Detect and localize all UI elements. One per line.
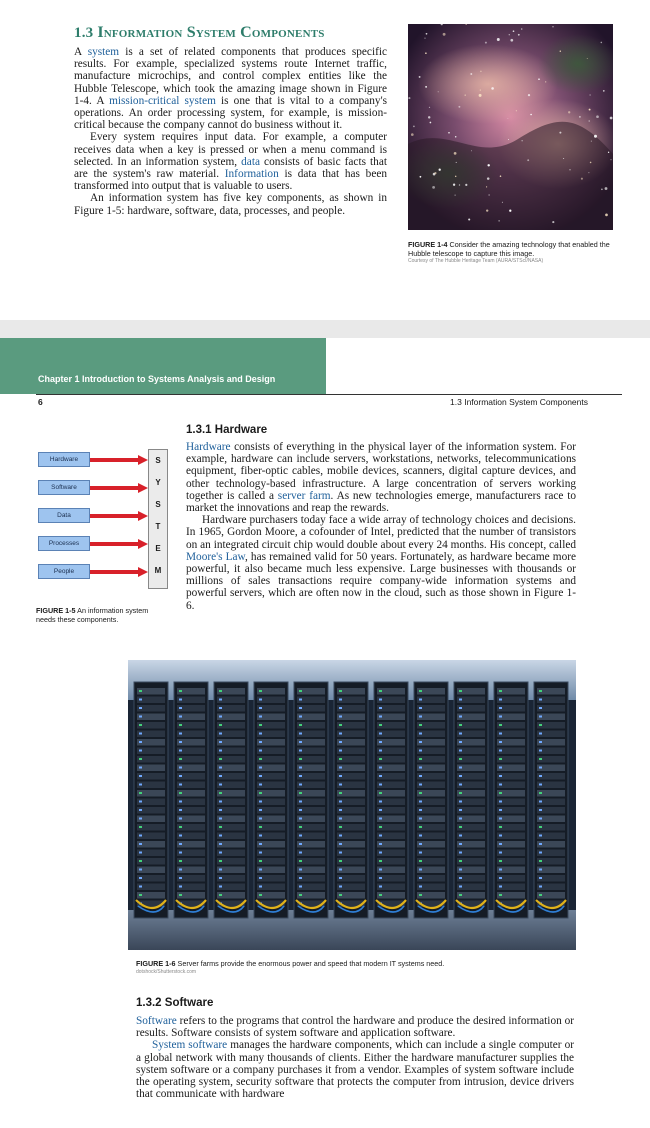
chapter-header-band xyxy=(0,338,326,394)
arrow-right-icon xyxy=(90,539,150,549)
key-term: Information xyxy=(224,168,279,181)
key-term: Software xyxy=(136,1015,177,1027)
system-column xyxy=(148,449,168,589)
star xyxy=(485,42,487,44)
star xyxy=(508,139,509,140)
star xyxy=(538,78,540,80)
star xyxy=(589,109,591,111)
star xyxy=(590,162,592,164)
arrow-right-icon xyxy=(90,483,150,493)
star xyxy=(471,150,472,151)
star xyxy=(589,94,590,95)
star xyxy=(426,33,428,35)
star xyxy=(569,169,570,170)
star xyxy=(510,39,513,42)
star xyxy=(425,52,427,54)
star xyxy=(429,107,430,108)
star xyxy=(468,218,470,220)
component-box-processes: Processes xyxy=(38,536,90,551)
star xyxy=(439,169,441,171)
star xyxy=(502,202,503,203)
star xyxy=(454,152,457,155)
star xyxy=(458,106,460,108)
star xyxy=(498,220,499,221)
star xyxy=(470,73,472,75)
figure-1-5-label: FIGURE 1-5 xyxy=(36,606,76,615)
star xyxy=(459,184,460,185)
star xyxy=(522,140,523,141)
section-1-3-2-heading: 1.3.2 Software xyxy=(136,997,214,1009)
star xyxy=(581,178,583,180)
star xyxy=(486,209,488,211)
arrow-right-icon xyxy=(90,455,150,465)
body-paragraph xyxy=(74,192,387,216)
star xyxy=(587,58,588,59)
star xyxy=(487,164,489,166)
star xyxy=(455,195,456,196)
star xyxy=(456,162,457,163)
key-term: system xyxy=(87,46,120,58)
key-term: server farm xyxy=(277,489,331,502)
body-paragraph xyxy=(186,514,576,612)
star xyxy=(610,117,613,120)
component-box-software: Software xyxy=(38,480,90,495)
star xyxy=(518,34,520,36)
body-text: , has remained valid for 50 years. Fortunately, as hardware became more powerful, it also became much less expensive. Large businesses with thousands or millions of sales transactions require company-wide information systems and powerful servers, which are often now in the cloud, such as those shown in Figure 1-6. xyxy=(186,550,576,612)
system-letter: S xyxy=(155,500,161,509)
body-text: is data that has been transformed into output that is valuable to users. xyxy=(74,168,387,193)
body-text: manages the hardware components, which can include a single computer or a global network with many thousands of clients. Either the hardware manufacturer supplies the system software or a company purchases it from a vendor. Examples of system software include the operating system, security software that protects the computer from intrusion, device drivers that communicate with hardware xyxy=(136,1039,574,1101)
server-rack xyxy=(454,682,488,918)
key-term: System software xyxy=(152,1039,228,1052)
star xyxy=(497,38,500,41)
star xyxy=(489,194,490,195)
hardware-section-body xyxy=(186,441,576,612)
star xyxy=(487,177,490,180)
body-paragraph xyxy=(136,1039,574,1100)
star xyxy=(579,116,581,118)
star xyxy=(530,114,532,116)
figure-1-4-label: FIGURE 1-4 xyxy=(408,240,448,249)
star xyxy=(408,97,410,99)
star xyxy=(465,94,466,95)
star xyxy=(411,133,414,136)
system-components-diagram xyxy=(36,449,168,589)
star xyxy=(430,122,432,124)
star xyxy=(545,81,546,82)
server-rack xyxy=(414,682,448,918)
star xyxy=(608,152,609,153)
star xyxy=(419,76,421,78)
star xyxy=(560,51,561,52)
key-term: Hardware xyxy=(186,441,231,453)
server-rack xyxy=(494,682,528,918)
body-text: Hardware purchasers today face a wide array of technology choices and decisions. In 1965, Gordon Moore, a cofounder of Intel, predicted that the number of transistors on an integrated circuit chip would double about every 24 months. His concept, called xyxy=(186,514,576,551)
server-rack xyxy=(534,682,568,918)
star xyxy=(420,176,422,178)
star xyxy=(552,26,553,27)
chapter-label: Chapter 1 Introduction to Systems Analysis and Design xyxy=(38,374,276,384)
figure-1-4-credit: Courtesy of The Hubble Heritage Team (AURA/STScI/NASA) xyxy=(408,258,544,264)
page-number: 6 xyxy=(38,397,43,407)
software-section-body xyxy=(136,1015,574,1100)
server-rack xyxy=(374,682,408,918)
star xyxy=(552,221,554,223)
hubble-nebula-graphic xyxy=(408,24,613,230)
star xyxy=(465,184,467,186)
star xyxy=(434,172,436,174)
body-text: refers to the programs that control the hardware and produce the desired information or results. Software consists of system software and application software. xyxy=(136,1015,574,1040)
star xyxy=(513,30,515,32)
star xyxy=(568,111,570,113)
star xyxy=(480,90,481,91)
body-paragraph xyxy=(74,131,387,192)
star xyxy=(509,34,510,35)
body-text: is one that is vital to a company's operations. An order processing system, for example, is mission-critical because the company cannot do business without it. xyxy=(74,94,387,132)
system-letter: T xyxy=(155,522,161,531)
star xyxy=(516,110,517,111)
page-separator xyxy=(0,320,650,338)
figure-1-6-caption-text: Server farms provide the enormous power and speed that modern IT systems need. xyxy=(177,959,445,968)
server-rack xyxy=(134,682,168,918)
star xyxy=(509,210,511,212)
system-letter: Y xyxy=(155,478,161,487)
body-paragraph xyxy=(136,1015,574,1039)
star xyxy=(425,86,427,88)
figure-1-5-caption-text: An information system needs these components. xyxy=(36,606,149,624)
body-text: A xyxy=(74,46,88,58)
component-box-people: People xyxy=(38,564,90,579)
star xyxy=(428,116,430,118)
server-farm-image xyxy=(128,660,576,950)
server-rack xyxy=(334,682,368,918)
system-letter: E xyxy=(155,544,161,553)
figure-1-5-caption xyxy=(36,606,162,624)
section-1-3-number: 1.3 xyxy=(74,25,94,41)
bottom-page xyxy=(0,338,650,1128)
star xyxy=(601,42,603,44)
star xyxy=(591,141,592,142)
star xyxy=(559,132,561,134)
figure-1-6-label: FIGURE 1-6 xyxy=(136,959,176,968)
star xyxy=(486,186,487,187)
arrow-right-icon xyxy=(90,567,150,577)
star xyxy=(603,90,605,92)
component-box-data: Data xyxy=(38,508,90,523)
star xyxy=(455,176,456,177)
figure-1-6-credit: dotshock/Shutterstock.com xyxy=(136,969,197,975)
figure-1-4-caption xyxy=(408,240,618,258)
arrow-right-icon xyxy=(90,511,150,521)
key-term: mission-critical system xyxy=(109,94,216,107)
key-term: Moore's Law xyxy=(186,550,245,563)
star xyxy=(563,158,564,159)
figure-1-6-caption xyxy=(136,959,444,968)
body-text: consists of everything in the physical layer of the information system. For example, hardware can include servers, workstations, networks, telecommunications equipment, fiber-optic cables, mobile devices, scanners, digital capture devices, and other technology-based infrastructure. A large concentration of servers working together is called a xyxy=(186,441,576,502)
star xyxy=(594,135,597,138)
star xyxy=(480,71,481,72)
star xyxy=(589,120,590,121)
body-text: consists of basic facts that are the system's raw material. xyxy=(74,155,387,181)
star xyxy=(605,214,608,217)
body-paragraph xyxy=(74,46,387,131)
star xyxy=(601,188,603,190)
star xyxy=(605,187,608,190)
figure-1-4-caption-text: Consider the amazing technology that enabled the Hubble telescope to capture this image. xyxy=(408,240,610,258)
section-1-3-body xyxy=(74,46,387,217)
server-rack xyxy=(174,682,208,918)
key-term: data xyxy=(241,155,260,168)
section-1-3-title: Information System Components xyxy=(97,24,325,41)
system-letter: S xyxy=(155,456,161,465)
star xyxy=(448,132,450,134)
star xyxy=(508,118,509,119)
star xyxy=(479,94,482,97)
star xyxy=(491,87,494,90)
star xyxy=(438,91,439,92)
star xyxy=(610,159,611,160)
server-farm-graphic xyxy=(128,660,576,950)
body-paragraph xyxy=(186,441,576,514)
server-rack xyxy=(214,682,248,918)
section-1-3-heading xyxy=(74,24,325,42)
component-box-hardware: Hardware xyxy=(38,452,90,467)
server-racks xyxy=(134,682,568,918)
star xyxy=(453,184,455,186)
running-head: 1.3 Information System Components xyxy=(450,397,588,407)
star xyxy=(443,33,446,36)
star xyxy=(413,126,415,128)
body-text: . As new technologies emerge, manufacturers race to market the innovations and reap the rewards. xyxy=(186,489,576,515)
body-text: An information system has five key components, as shown in Figure 1-5: hardware, software, data, processes, and people. xyxy=(74,192,387,217)
section-1-3-1-heading: 1.3.1 Hardware xyxy=(186,424,268,436)
system-letter: M xyxy=(154,566,162,575)
body-text: Every system requires input data. For example, a computer receives data when a key is pressed or when a menu command is selected. In an information system, xyxy=(74,131,387,168)
body-text: is a set of related components that produces specific results. For example, specialized systems route Internet traffic, manufacture microchips, and control complex entities like the Hubble Telescope, which took the amazing image shown in Figure 1-4. A xyxy=(74,46,387,107)
hubble-nebula-image xyxy=(408,24,613,230)
star xyxy=(528,94,530,96)
server-rack xyxy=(294,682,328,918)
star xyxy=(500,175,502,177)
star xyxy=(596,115,599,118)
running-head-rule xyxy=(36,394,622,395)
star xyxy=(432,186,435,189)
top-page xyxy=(0,0,650,320)
star xyxy=(424,38,425,39)
star xyxy=(527,159,529,161)
server-rack xyxy=(254,682,288,918)
star xyxy=(455,136,457,138)
star xyxy=(588,172,589,173)
star xyxy=(521,28,523,30)
